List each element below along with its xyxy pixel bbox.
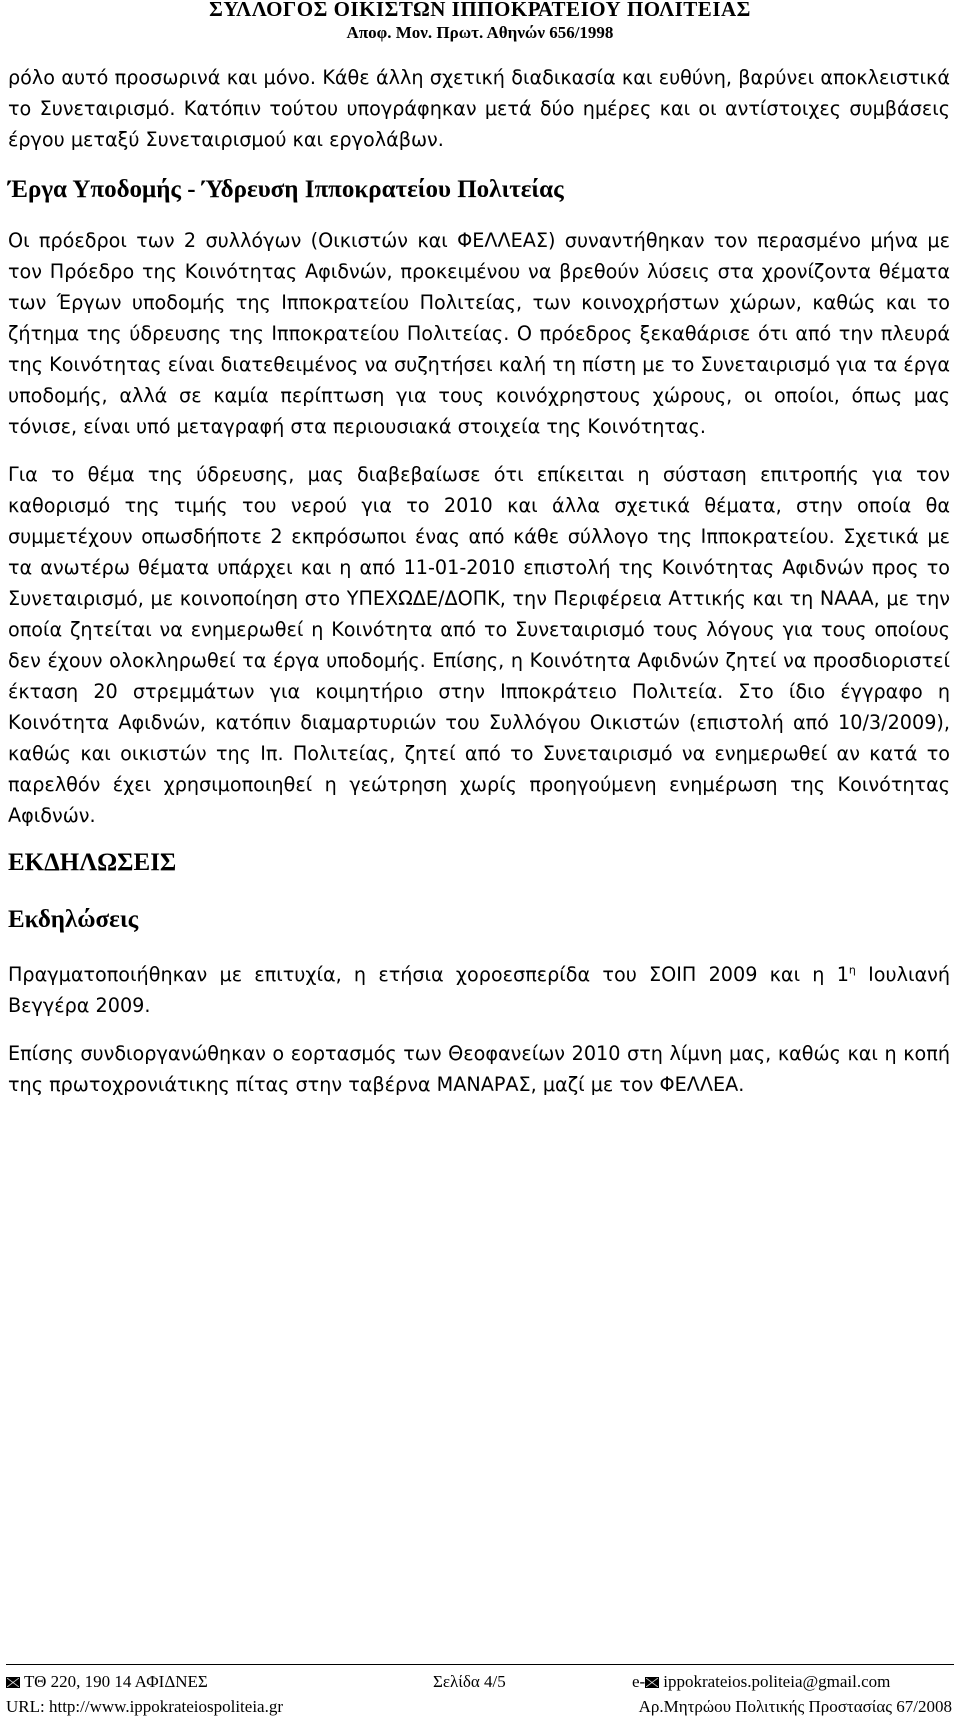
website-link[interactable]: URL: http://www.ippokrateiospoliteia.gr: [6, 1697, 283, 1716]
page-number: Σελίδα 4/5: [433, 1672, 506, 1691]
heading-infrastructure-works: Έργα Υποδομής - Ύδρευση Ιπποκρατείου Πολιτείας: [8, 176, 564, 203]
events-text-end: Ιουλιανή Βεγγέρα 2009.: [8, 963, 950, 1017]
paragraph-continuation: ρόλο αυτό προσωρινά και μόνο. Κάθε άλλη σχετική διαδικασία και ευθύνη, βαρύνει αποκλειστικά το Συνεταιρισμό. Κατόπιν τούτου υπογράφηκαν μετά δύο ημέρες και οι αντίστοιχες συμβάσεις έργου μεταξύ Συνεταιρισμού και εργολάβων.: [8, 66, 950, 151]
footer-divider: [6, 1664, 954, 1665]
civil-protection-registry: Αρ.Μητρώου Πολιτικής Προστασίας 67/2008: [638, 1697, 952, 1716]
paragraph-meeting: Οι πρόεδροι των 2 συλλόγων (Οικιστών και ΦΕΛΛΕΑΣ) συναντήθηκαν τον περασμένο μήνα με τον Πρόεδρο της Κοινότητας Αφιδνών, προκειμένου να βρεθούν λύσεις στα χρονίζοντα θέματα των Έργων υποδομής της Ιπποκρατείου Πολιτείας, των κοινοχρήστων χώρων, καθώς και το ζήτημα της ύδρευσης της Ιπποκρατείου Πολιτείας. Ο πρόεδρος ξεκαθάρισε ότι από την πλευρά της Κοινότητας είναι διατεθειμένος να συζητήσει καλή τη πίστη με το Συνεταιρισμό για τα έργα υποδομής, αλλά σε καμία περίπτωση για τους κοινόχρηστους χώρους, οι οποίοι, όπως μας τόνισε, είναι υπό μεταγραφή στα περιουσιακά στοιχεία της Κοινότητας.: [8, 229, 950, 438]
registration-number: Αποφ. Μον. Πρωτ. Αθηνών 656/1998: [346, 23, 614, 42]
document-body: [8, 62, 950, 1100]
email-address[interactable]: ippokrateios.politeia@gmail.com: [663, 1672, 891, 1691]
association-name: ΣΥΛΛΟΓΟΣ ΟΙΚΙΣΤΩΝ ΙΠΠΟΚΡΑΤΕΙΟΥ ΠΟΛΙΤΕΙΑΣ: [209, 0, 751, 21]
envelope-icon: [6, 1677, 20, 1688]
paragraph-water-supply: Για το θέμα της ύδρευσης, μας διαβεβαίωσε ότι επίκειται η σύσταση επιτροπής για τον καθορισμό της τιμής του νερού για το 2010 και άλλα σχετικά θέματα, στην οποία θα συμμετέχουν οπωσδήποτε 2 εκπρόσωποι ένας από κάθε σύλλογο της Ιπποκρατείου. Σχετικά με τα ανωτέρω θέματα υπάρχει και η από 11-01-2010 επιστολή της Κοινότητας Αφιδνών προς το Συνεταιρισμό, με κοινοποίηση στο ΥΠΕΧΩΔΕ/ΔΟΠΚ, την Περιφέρεια Αττικής και τη ΝΑΑΑ, με την οποία ζητείται να ενημερωθεί η Κοινότητα από το Συνεταιρισμό τους λόγους για τους οποίους δεν έχουν ολοκληρωθεί τα έργα υποδομής. Επίσης, η Κοινότητα Αφιδνών ζητεί να προσδιοριστεί έκταση 20 στρεμμάτων για κοιμητήριο στην Ιπποκράτειο Πολιτεία. Στο ίδιο έγγραφο η Κοινότητα Αφιδνών, κατόπιν διαμαρτυριών του Συλλόγου Οικιστών (επιστολή από 10/3/2009), καθώς και οικιστών της Ιπ. Πολιτείας, ζητεί από το Συνεταιρισμό να ενημερωθεί αν κατά το παρελθόν έχει χρησιμοποιηθεί η γεώτρηση χωρίς προηγούμενη ενημέρωση της Κοινότητας Αφιδνών.: [8, 463, 950, 827]
heading-events: Εκδηλώσεις: [8, 906, 139, 933]
paragraph-events-dance: [8, 959, 950, 1021]
events-text-start: Πραγματοποιήθηκαν με επιτυχία, η ετήσια χοροεσπερίδα του ΣΟΙΠ 2009 και η 1: [8, 963, 849, 986]
email-envelope-icon: [645, 1677, 659, 1688]
page-header: [0, 0, 960, 43]
footer-email: [632, 1672, 890, 1692]
heading-declarations: ΕΚΔΗΛΩΣΕΙΣ: [8, 849, 177, 876]
email-prefix: e-: [632, 1672, 646, 1691]
ordinal-superscript: η: [848, 963, 856, 977]
footer-address: [6, 1672, 208, 1692]
address-text: ΤΘ 220, 190 14 ΑΦΙΔΝΕΣ: [24, 1672, 208, 1691]
paragraph-epiphany: Επίσης συνδιοργανώθηκαν ο εορτασμός των Θεοφανείων 2010 στη λίμνη μας, καθώς και η κοπή της πρωτοχρονιάτικης πίτας στην ταβέρνα ΜΑΝΑΡΑΣ, μαζί με τον ΦΕΛΛΕΑ.: [8, 1042, 950, 1096]
